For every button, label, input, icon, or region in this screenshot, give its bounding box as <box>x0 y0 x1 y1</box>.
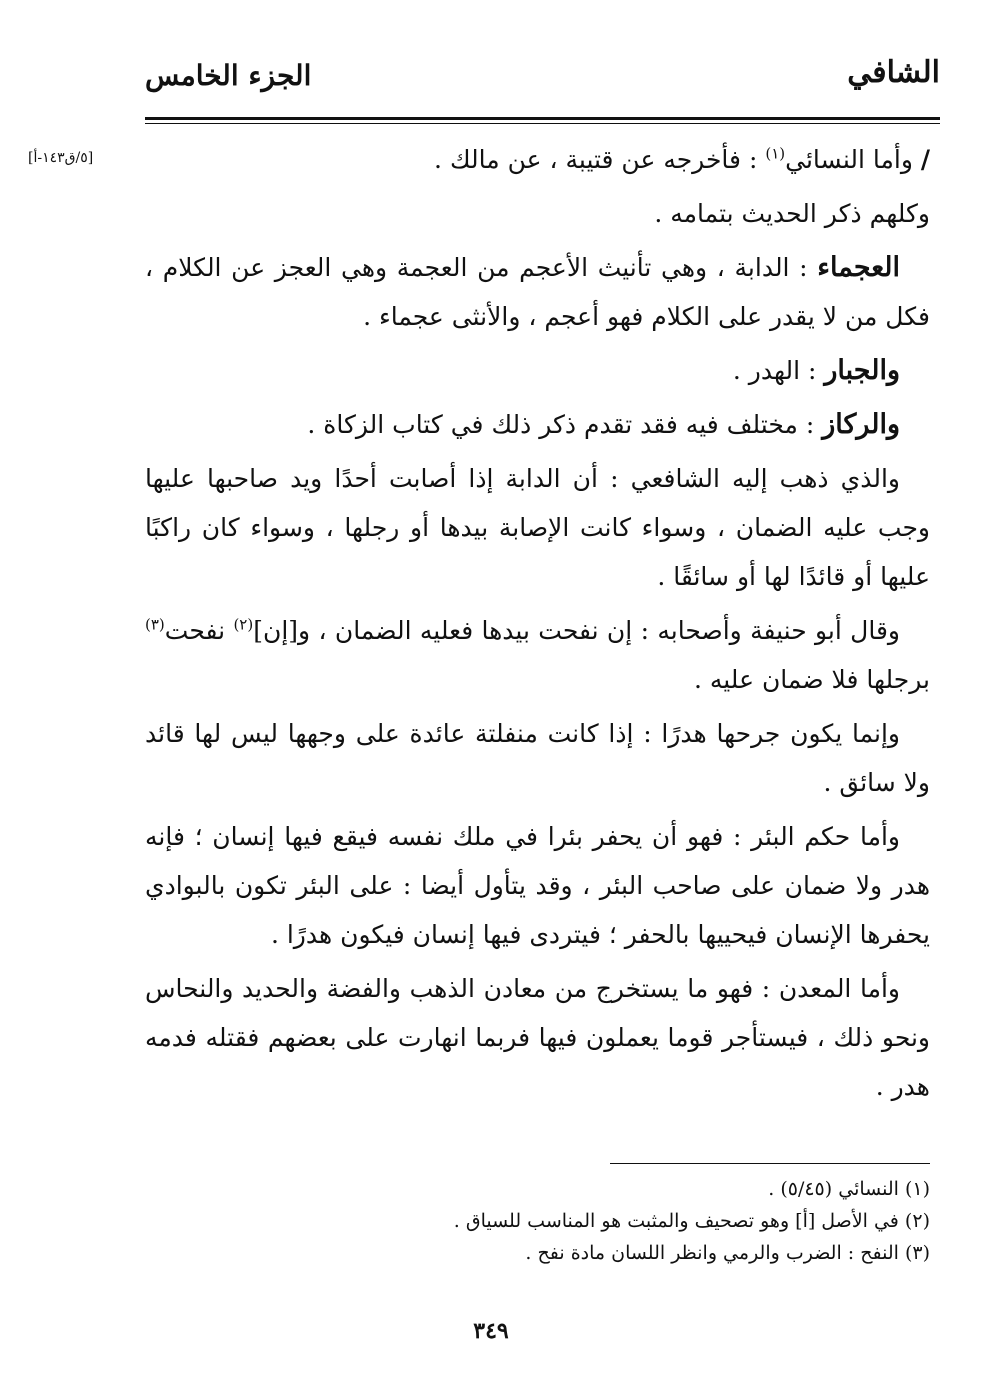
paragraph-3 <box>145 243 930 341</box>
paragraph-3-text: : الدابة ، وهي تأنيث الأعجم من العجمة وهي العجز عن الكلام ، فكل من لا يقدر على الكلام فهو أعجم ، والأنثى عجماء . <box>145 253 930 331</box>
footnote-ref-2[interactable]: (٢) <box>233 615 254 634</box>
paragraph-7-text-a: وقال أبو حنيفة وأصحابه : إن نفحت بيدها فعليه الضمان ، و[إن] <box>253 616 900 645</box>
paragraph-7-text-b: نفحت <box>164 616 226 645</box>
footnote-3: (٣) النفح : الضرب والرمي وانظر اللسان مادة نفح . <box>525 1242 930 1264</box>
main-text <box>145 135 930 1116</box>
paragraph-1-text-a: وأما النسائي <box>785 145 913 174</box>
manuscript-folio-note: [٥/ق١٤٣-أ] <box>28 150 94 166</box>
footnote-1: (١) النسائي (٥/٤٥) . <box>768 1178 930 1200</box>
term-rikaz: والركاز <box>822 409 900 440</box>
page-number: ٣٤٩ <box>473 1318 509 1344</box>
paragraph-5 <box>145 400 930 449</box>
paragraph-10: وأما المعدن : فهو ما يستخرج من معادن الذهب والفضة والحديد والنحاس ونحو ذلك ، فيستأجر قوما يعملون فيها فربما انهارت على بعضهم فقتله فدمه هدر . <box>145 974 930 1101</box>
paragraph-8: وإنما يكون جرحها هدرًا : إذا كانت منفلتة عائدة على وجهها ليس لها قائد ولا سائق . <box>145 719 930 797</box>
paragraph-7-text-c: برجلها فلا ضمان عليه . <box>693 665 930 694</box>
paragraph-4-text: : الهدر . <box>732 356 817 385</box>
footnotes <box>145 1173 930 1269</box>
header-rule-thin <box>145 123 940 124</box>
term-jubar: والجبار <box>824 355 900 386</box>
paragraph-1 <box>145 135 930 184</box>
paragraph-4 <box>145 346 930 395</box>
header-rule-thick <box>145 117 940 120</box>
paragraph-7 <box>145 606 930 704</box>
paragraph-1-text-b: : فأخرجه عن قتيبة ، عن مالك . <box>434 145 758 174</box>
page-header <box>145 55 940 115</box>
paragraph-9: وأما حكم البئر : فهو أن يحفر بئرا في ملك نفسه فيقع فيها إنسان ؛ فإنه هدر ولا ضمان على صاحب البئر ، وقد يتأول أيضا : على البئر تكون بالبوادي يحفرها الإنسان فيحييها بالحفر ؛ فيتردى فيها إنسان فيكون هدرًا . <box>145 822 930 949</box>
folio-marker: / <box>920 145 930 174</box>
footnote-ref-3[interactable]: (٣) <box>145 615 165 634</box>
book-title: الشافي <box>847 55 940 90</box>
paragraph-5-text: : مختلف فيه فقد تقدم ذكر ذلك في كتاب الزكاة . <box>307 410 815 439</box>
term-ajmaa: العجماء <box>817 252 900 283</box>
paragraph-2: وكلهم ذكر الحديث بتمامه . <box>654 199 930 228</box>
footnote-ref-1[interactable]: (١) <box>765 144 786 163</box>
paragraph-6: والذي ذهب إليه الشافعي : أن الدابة إذا أصابت أحدًا ويد صاحبها عليها وجب عليه الضمان ، وسواء كانت الإصابة بيدها أو رجلها ، وسواء كان راكبًا عليها أو قائدًا لها أو سائقًا . <box>145 464 930 591</box>
footnote-separator <box>610 1163 930 1164</box>
volume-title: الجزء الخامس <box>145 59 312 92</box>
footnote-2: (٢) في الأصل [أ] وهو تصحيف والمثبت هو المناسب للسياق . <box>453 1210 930 1232</box>
